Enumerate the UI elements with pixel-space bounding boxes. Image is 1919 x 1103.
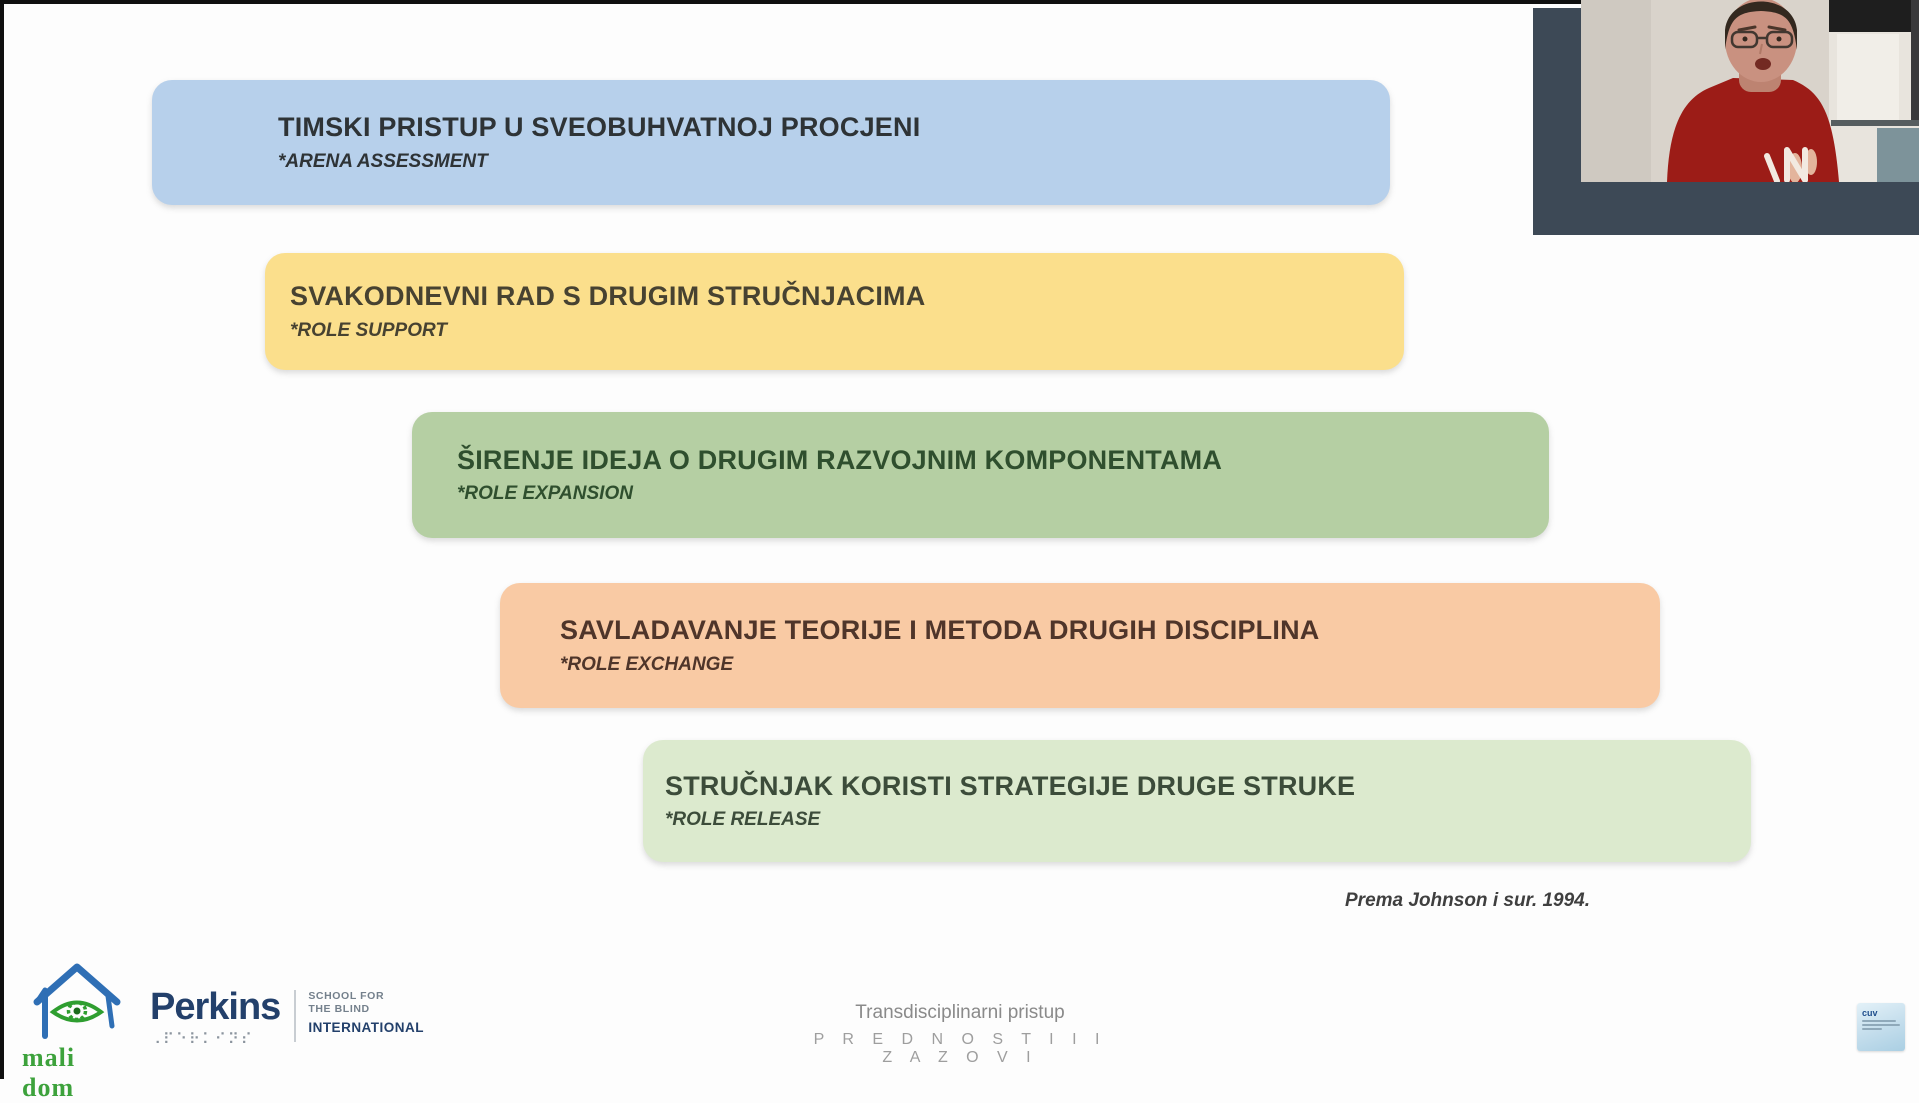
perkins-word: Perkins <box>150 986 281 1028</box>
perkins-school-line2: THE BLIND <box>308 1003 370 1016</box>
mali-dom-label: mali dom <box>22 1043 76 1102</box>
box-subtitle: *ROLE EXPANSION <box>457 483 633 505</box>
perkins-international: INTERNATIONAL <box>308 1020 425 1036</box>
box-subtitle: *ARENA ASSESSMENT <box>278 150 488 172</box>
box-subtitle: *ROLE RELEASE <box>665 809 821 831</box>
slide-box-role-support <box>265 253 1404 370</box>
footer-line2: P R E D N O S T I I I Z A Z O V I <box>813 1031 1107 1066</box>
presenter-illustration <box>1581 0 1919 182</box>
mali-dom-logo <box>22 960 132 1103</box>
box-title: STRUČNJAK KORISTI STRATEGIJE DRUGE STRUKE <box>665 770 1356 801</box>
watermark-line <box>1862 1020 1896 1022</box>
box-title: SAVLADAVANJE TEORIJE I METODA DRUGIH DISCIPLINA <box>560 615 1320 646</box>
perkins-school-block <box>308 988 424 1035</box>
mali-dom-house-icon <box>29 960 125 1045</box>
slide-box-arena-assessment <box>152 80 1390 205</box>
watermark-line <box>1862 1024 1900 1026</box>
footer-logos <box>22 960 424 1103</box>
presenter-video[interactable] <box>1581 0 1919 182</box>
perkins-school-line1: SCHOOL FOR <box>308 990 385 1002</box>
slide-box-role-expansion <box>412 412 1549 538</box>
watermark-line <box>1862 1028 1882 1030</box>
citation-text: Prema Johnson i sur. 1994. <box>1345 890 1590 911</box>
box-subtitle: *ROLE SUPPORT <box>290 319 447 341</box>
box-title: ŠIRENJE IDEJA O DRUGIM RAZVOJNIM KOMPONENTAMA <box>457 444 1223 475</box>
slide-box-role-exchange <box>500 583 1660 708</box>
slide-footer-title <box>810 1002 1110 1067</box>
box-title: TIMSKI PRISTUP U SVEOBUHVATNOJ PROCJENI <box>278 112 921 143</box>
perkins-braille-dots: ⠠⠏⠑⠗⠅⠊⠝⠎ <box>150 1031 254 1048</box>
perkins-logo <box>150 960 424 1048</box>
footer-line1: Transdisciplinarni pristup <box>855 1002 1065 1023</box>
perkins-divider <box>294 990 296 1042</box>
watermark-text: cuv <box>1862 1008 1878 1018</box>
box-title: SVAKODNEVNI RAD S DRUGIM STRUČNJACIMA <box>290 281 926 312</box>
perkins-wordmark <box>150 988 280 1048</box>
corner-watermark-logo <box>1857 1003 1905 1051</box>
slide-box-role-release <box>643 740 1751 862</box>
screen-left-border <box>0 0 4 1079</box>
box-subtitle: *ROLE EXCHANGE <box>560 653 734 675</box>
